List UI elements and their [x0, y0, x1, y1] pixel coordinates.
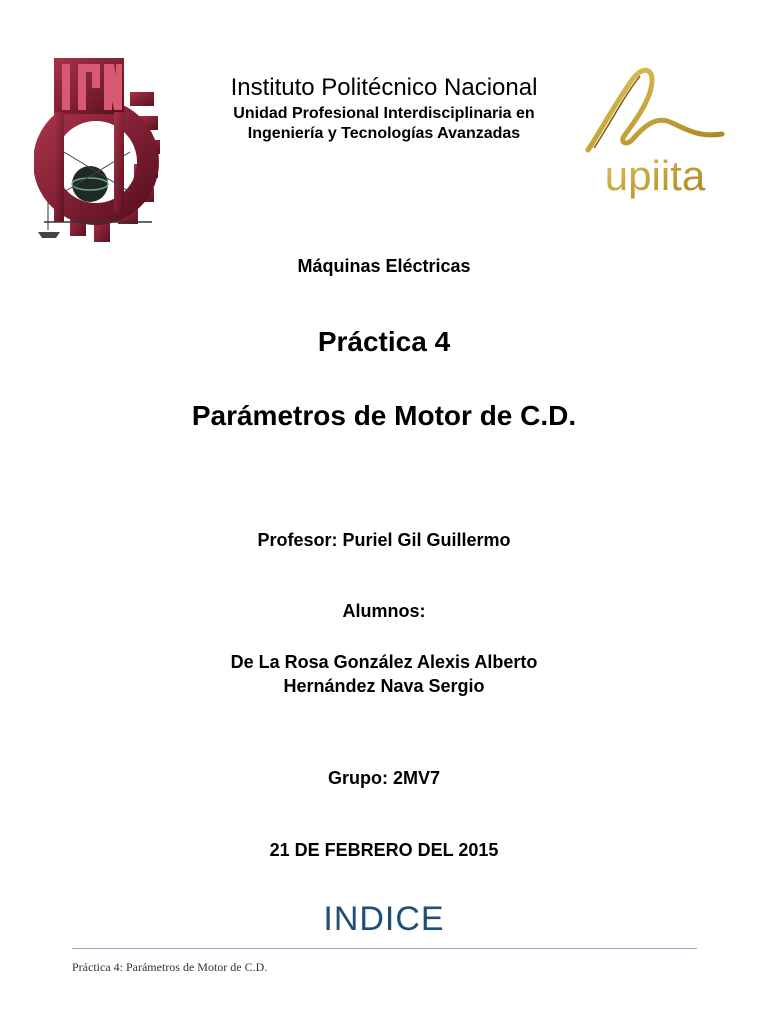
- upiita-swirl-icon: [580, 62, 730, 202]
- unit-line-2: Ingeniería y Tecnologías Avanzadas: [247, 125, 521, 142]
- unit-line-1: Unidad Profesional Interdisciplinaria en: [233, 105, 535, 122]
- student-name: Hernández Nava Sergio: [283, 676, 485, 696]
- institution-name: Instituto Politécnico Nacional: [230, 74, 538, 101]
- upiita-logo: [580, 62, 730, 202]
- ipn-gear-emblem-icon: [34, 52, 164, 252]
- group-label: Grupo: 2MV7: [327, 768, 440, 788]
- professor-name: Profesor: Puriel Gil Guillermo: [257, 530, 511, 550]
- footer-rule: [72, 948, 697, 949]
- topic-title: Parámetros de Motor de C.D.: [191, 400, 577, 431]
- document-date: 21 DE FEBRERO DEL 2015: [269, 840, 499, 860]
- students-list: [0, 650, 768, 698]
- students-label: Alumnos:: [342, 601, 426, 621]
- student-name: De La Rosa González Alexis Alberto: [230, 652, 538, 672]
- subject-title: Máquinas Eléctricas: [297, 256, 471, 276]
- upiita-wordmark: upiita: [604, 152, 706, 199]
- index-heading: INDICE: [323, 900, 445, 938]
- institution-unit: [180, 104, 588, 144]
- footer-text: Práctica 4: Parámetros de Motor de C.D.: [72, 960, 268, 974]
- practice-title: Práctica 4: [317, 326, 451, 357]
- ipn-logo: [34, 52, 164, 252]
